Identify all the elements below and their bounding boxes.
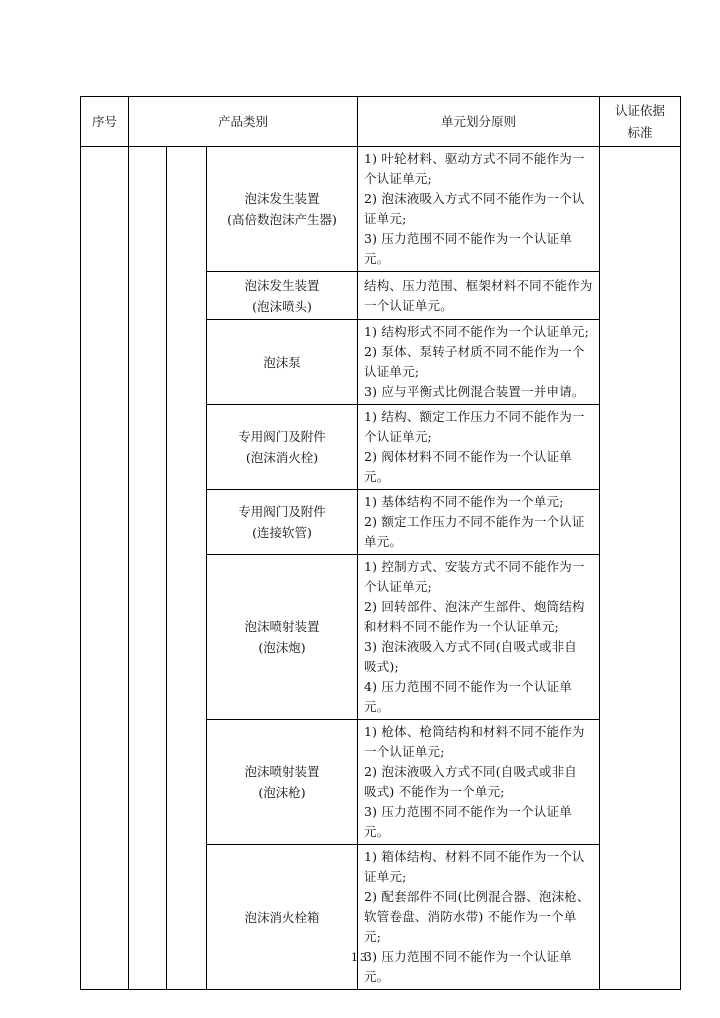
header-category: 产品类别	[129, 97, 358, 147]
rule-line: 吸式) 不能作为一个单元;	[364, 784, 505, 799]
category-name: 泡沫喷射装置	[244, 764, 320, 779]
rule-cell	[358, 845, 600, 990]
rule-cell	[358, 720, 600, 845]
rule-line: 4) 压力范围不同不能作为一个认证单元。	[364, 679, 572, 714]
rule-line: 2) 阀体材料不同不能作为一个认证单元。	[364, 449, 572, 484]
category-cell	[207, 320, 358, 405]
category-name: 专用阀门及附件	[238, 429, 326, 444]
rule-line: 3) 压力范围不同不能作为一个认证单元。	[364, 804, 572, 839]
rule-line: 1) 控制方式、安装方式不同不能作为一	[364, 559, 585, 574]
category-cell	[207, 845, 358, 990]
category-name: 专用阀门及附件	[238, 504, 326, 519]
category-name: 泡沫消火栓箱	[244, 909, 320, 925]
rule-cell	[358, 320, 600, 405]
rule-line: 个认证单元;	[364, 429, 432, 444]
header-rule: 单元划分原则	[358, 97, 600, 147]
header-standard-line2: 标准	[627, 124, 653, 140]
category-cell	[207, 405, 358, 490]
header-seq: 序号	[81, 97, 129, 147]
rule-line: 个认证单元;	[364, 171, 432, 186]
rule-line: 1) 基体结构不同不能作为一个单元;	[364, 494, 564, 509]
rule-line: 1) 结构形式不同不能作为一个认证单元;	[364, 324, 590, 339]
category-subname: (泡沫炮)	[258, 640, 306, 655]
rule-line: 软管卷盘、消防水带) 不能作为一个单	[364, 909, 577, 924]
rule-line: 元;	[364, 929, 382, 944]
rule-cell	[358, 405, 600, 490]
standard-cell	[600, 147, 681, 990]
rule-line: 证单元;	[364, 211, 407, 226]
rule-line: 认证单元;	[364, 364, 420, 379]
rule-line: 2) 回转部件、泡沫产生部件、炮筒结构	[364, 599, 585, 614]
rule-line: 1) 结构、额定工作压力不同不能作为一	[364, 409, 585, 424]
category-subname: (泡沫枪)	[258, 785, 306, 800]
certification-unit-table	[80, 96, 681, 990]
category-subname: (泡沫消火栓)	[245, 450, 319, 465]
rule-cell	[358, 147, 600, 272]
rule-cell	[358, 272, 600, 320]
rule-line: 3) 应与平衡式比例混合装置一并申请。	[364, 384, 585, 399]
rule-line: 3) 压力范围不同不能作为一个认证单元。	[364, 231, 572, 266]
category-subname: (泡沫喷头)	[252, 298, 312, 314]
rule-cell	[358, 490, 600, 555]
rule-line: 个认证单元;	[364, 579, 432, 594]
category-name: 泡沫发生装置	[244, 191, 320, 206]
rule-line: 2) 泵体、泵转子材质不同不能作为一个	[364, 344, 585, 359]
rule-line: 1) 箱体结构、材料不同不能作为一个认	[364, 849, 585, 864]
subgroup-cell	[167, 147, 207, 990]
rule-line: 2) 泡沫液吸入方式不同(自吸式或非自	[364, 764, 577, 779]
seq-cell	[81, 147, 129, 990]
rule-line: 3) 泡沫液吸入方式不同(自吸式或非自	[364, 639, 577, 654]
category-name: 泡沫喷射装置	[244, 619, 320, 634]
table-row	[81, 147, 681, 272]
category-subname: (高倍数泡沫产生器)	[227, 212, 337, 227]
rule-line: 3) 压力范围不同不能作为一个认证单元。	[364, 949, 572, 984]
group-cell	[129, 147, 167, 990]
rule-line: 和材料不同不能作为一个认证单元;	[364, 619, 559, 634]
category-name: 泡沫泵	[263, 354, 301, 370]
rule-line: 2) 额定工作压力不同不能作为一个认证	[364, 514, 585, 529]
category-name: 泡沫发生装置	[244, 277, 320, 293]
page-number: 13	[351, 951, 369, 964]
category-cell	[207, 147, 358, 272]
rule-line: 一个认证单元;	[364, 744, 445, 759]
category-cell	[207, 490, 358, 555]
table-header-row	[81, 97, 681, 147]
rule-line: 1) 枪体、枪筒结构和材料不同不能作为	[364, 724, 585, 739]
category-cell	[207, 555, 358, 720]
header-standard-line1: 认证依据	[615, 102, 666, 118]
category-cell	[207, 720, 358, 845]
rule-line: 1) 叶轮材料、驱动方式不同不能作为一	[364, 151, 585, 166]
header-standard	[600, 97, 681, 147]
category-subname: (连接软管)	[252, 525, 312, 540]
rule-line: 结构、压力范围、框架材料不同不能作为	[364, 277, 593, 293]
rule-line: 一个认证单元。	[364, 297, 453, 313]
rule-line: 2) 泡沫液吸入方式不同不能作为一个认	[364, 191, 585, 206]
rule-cell	[358, 555, 600, 720]
category-cell	[207, 272, 358, 320]
rule-line: 吸式);	[364, 659, 399, 674]
rule-line: 单元。	[364, 534, 403, 549]
rule-line: 2) 配套部件不同(比例混合器、泡沫枪、	[364, 889, 590, 904]
rule-line: 证单元;	[364, 869, 407, 884]
